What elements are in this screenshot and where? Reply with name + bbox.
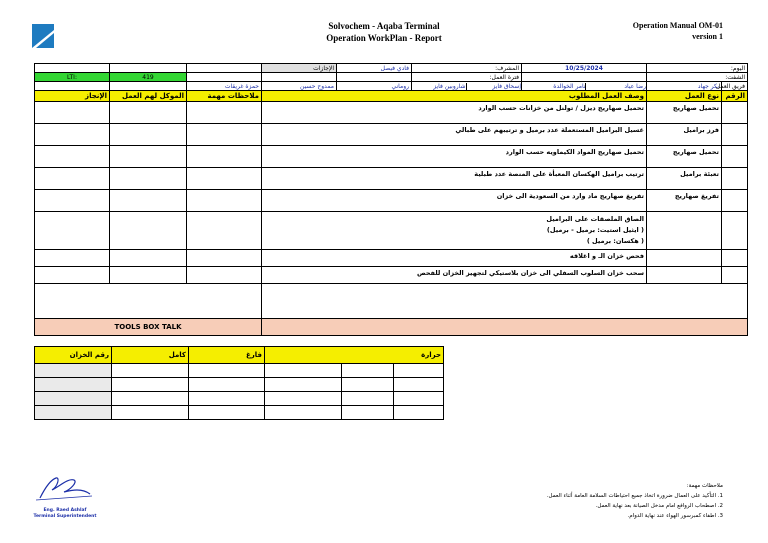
table-row [35, 102, 748, 124]
document-title: Operation WorkPlan - Report [326, 33, 442, 43]
team-label: فريق العمل [722, 82, 748, 91]
signature-caption [30, 508, 100, 520]
shift-label: الشفت: [647, 73, 748, 82]
lti-value: 419 [110, 73, 187, 82]
column-header-row [35, 91, 748, 102]
day-label: اليوم: [647, 64, 748, 73]
task-line: ( ايثيل استيت: برميل - برميل) [546, 226, 644, 234]
task-type: تفريغ صهاريج [647, 190, 722, 212]
team-member: بكر جهاد [647, 82, 722, 91]
team-member: رضا عياد [585, 83, 646, 90]
notes-title: ملاحظات مهمة: [686, 483, 723, 489]
tanks-table [34, 346, 444, 420]
company-name: Solvochem - Aqaba Terminal [328, 21, 440, 31]
lti-label: LTI: [35, 73, 110, 82]
table-row [35, 146, 748, 168]
team-member: إسحاق فايز [466, 83, 522, 90]
header-manual [560, 20, 723, 42]
task-line: ( هكسان: برميل ) [586, 237, 644, 245]
tank-row [35, 406, 444, 420]
team-member: نامر الخوالدة [553, 82, 586, 90]
important-notes [420, 481, 723, 521]
toolbox-talk-label: TOOLS BOX TALK [35, 319, 262, 336]
col-notes: ملاحظات مهمة [187, 91, 262, 102]
col-tank-number: رقم الخزان [35, 347, 112, 364]
team-member: روماني [337, 82, 412, 91]
tanks-header-row [35, 347, 444, 364]
team-member: حمزة غريقات [187, 82, 262, 91]
manual-version: version 1 [692, 32, 723, 41]
signature-name: Eng. Raed Ashlaf [43, 508, 87, 513]
task-description: تحميل صهاريج المواد الكيماويه حسب الوارد [262, 146, 647, 168]
supervisor-label: المشرف: [412, 64, 522, 73]
col-number: الرقم [722, 91, 748, 102]
company-logo [32, 24, 54, 48]
table-row [35, 267, 748, 284]
col-type: نوع العمل [647, 91, 722, 102]
team-member: ممدوح حسين [262, 82, 337, 91]
supervisor-value: فادي فيصل [337, 64, 412, 73]
note-item: 3. اطفاء كمبرسور الهواء عند نهاية الدوام. [627, 513, 723, 519]
manual-code: Operation Manual OM-01 [632, 21, 723, 30]
table-row [35, 168, 748, 190]
table-row [35, 190, 748, 212]
col-full: كامل [112, 347, 189, 364]
signature-role: Terminal Superintendent [33, 514, 97, 519]
table-row [35, 284, 748, 319]
toolbox-row [35, 319, 748, 336]
tank-row [35, 392, 444, 406]
task-type: تحميل صهاريج [647, 102, 722, 124]
team-row [35, 82, 748, 91]
team-members-group [412, 82, 522, 91]
period-label: فترة العمل: [412, 73, 522, 82]
col-temperature: حرارة [265, 347, 444, 364]
task-description: غسيل البراميل المستعملة عدد برميل و ترتيبهم على طبالي [262, 124, 647, 146]
task-type: فرز براميل [647, 124, 722, 146]
tank-row [35, 378, 444, 392]
col-assigned: الموكل لهم العمل [110, 91, 187, 102]
team-member: شاروبين فايز [433, 82, 466, 90]
header-title [250, 20, 518, 44]
leave-label: الإجازات [262, 64, 337, 73]
task-description: سحب خزان السلوب السفلي الى خزان بلاستيكي لتجهيز الخزان للفحص [262, 267, 647, 284]
col-description: وصف العمل المطلوب [262, 91, 647, 102]
signature-image [30, 472, 100, 502]
task-description: ترتيب براميل الهكسان المعبأة على المنصة عدد طبلية [262, 168, 647, 190]
task-description [262, 212, 647, 250]
table-row [35, 124, 748, 146]
note-item: 1. التأكيد على العمال ضرورة اتخاذ جميع احتياطات السلامة العامة أثناء العمل. [546, 493, 723, 499]
task-description: تفريغ صهاريج ماد وارد من السعودية الى خزان [262, 190, 647, 212]
table-row [35, 212, 748, 250]
table-row [35, 250, 748, 267]
task-line: الصاق الملصقات على البراميل [546, 215, 644, 223]
date-value: 10/25/2024 [522, 64, 647, 73]
tank-row [35, 364, 444, 378]
task-type: تحميل صهاريج [647, 146, 722, 168]
task-type: تعبئة براميل [647, 168, 722, 190]
task-description: تحميل صهاريج ديزل / تولنل من خزانات حسب الوارد [262, 102, 647, 124]
task-description: فحص خزان الـ و اغلاقه [262, 250, 647, 267]
note-item: 2. اصطحاب الروافع امام مدخل الصيانة بعد نهاية العمل. [595, 503, 723, 509]
workplan-table [34, 63, 748, 336]
col-done: الإنجاز [35, 91, 110, 102]
col-empty: فارغ [189, 347, 265, 364]
team-members-group [522, 82, 647, 91]
